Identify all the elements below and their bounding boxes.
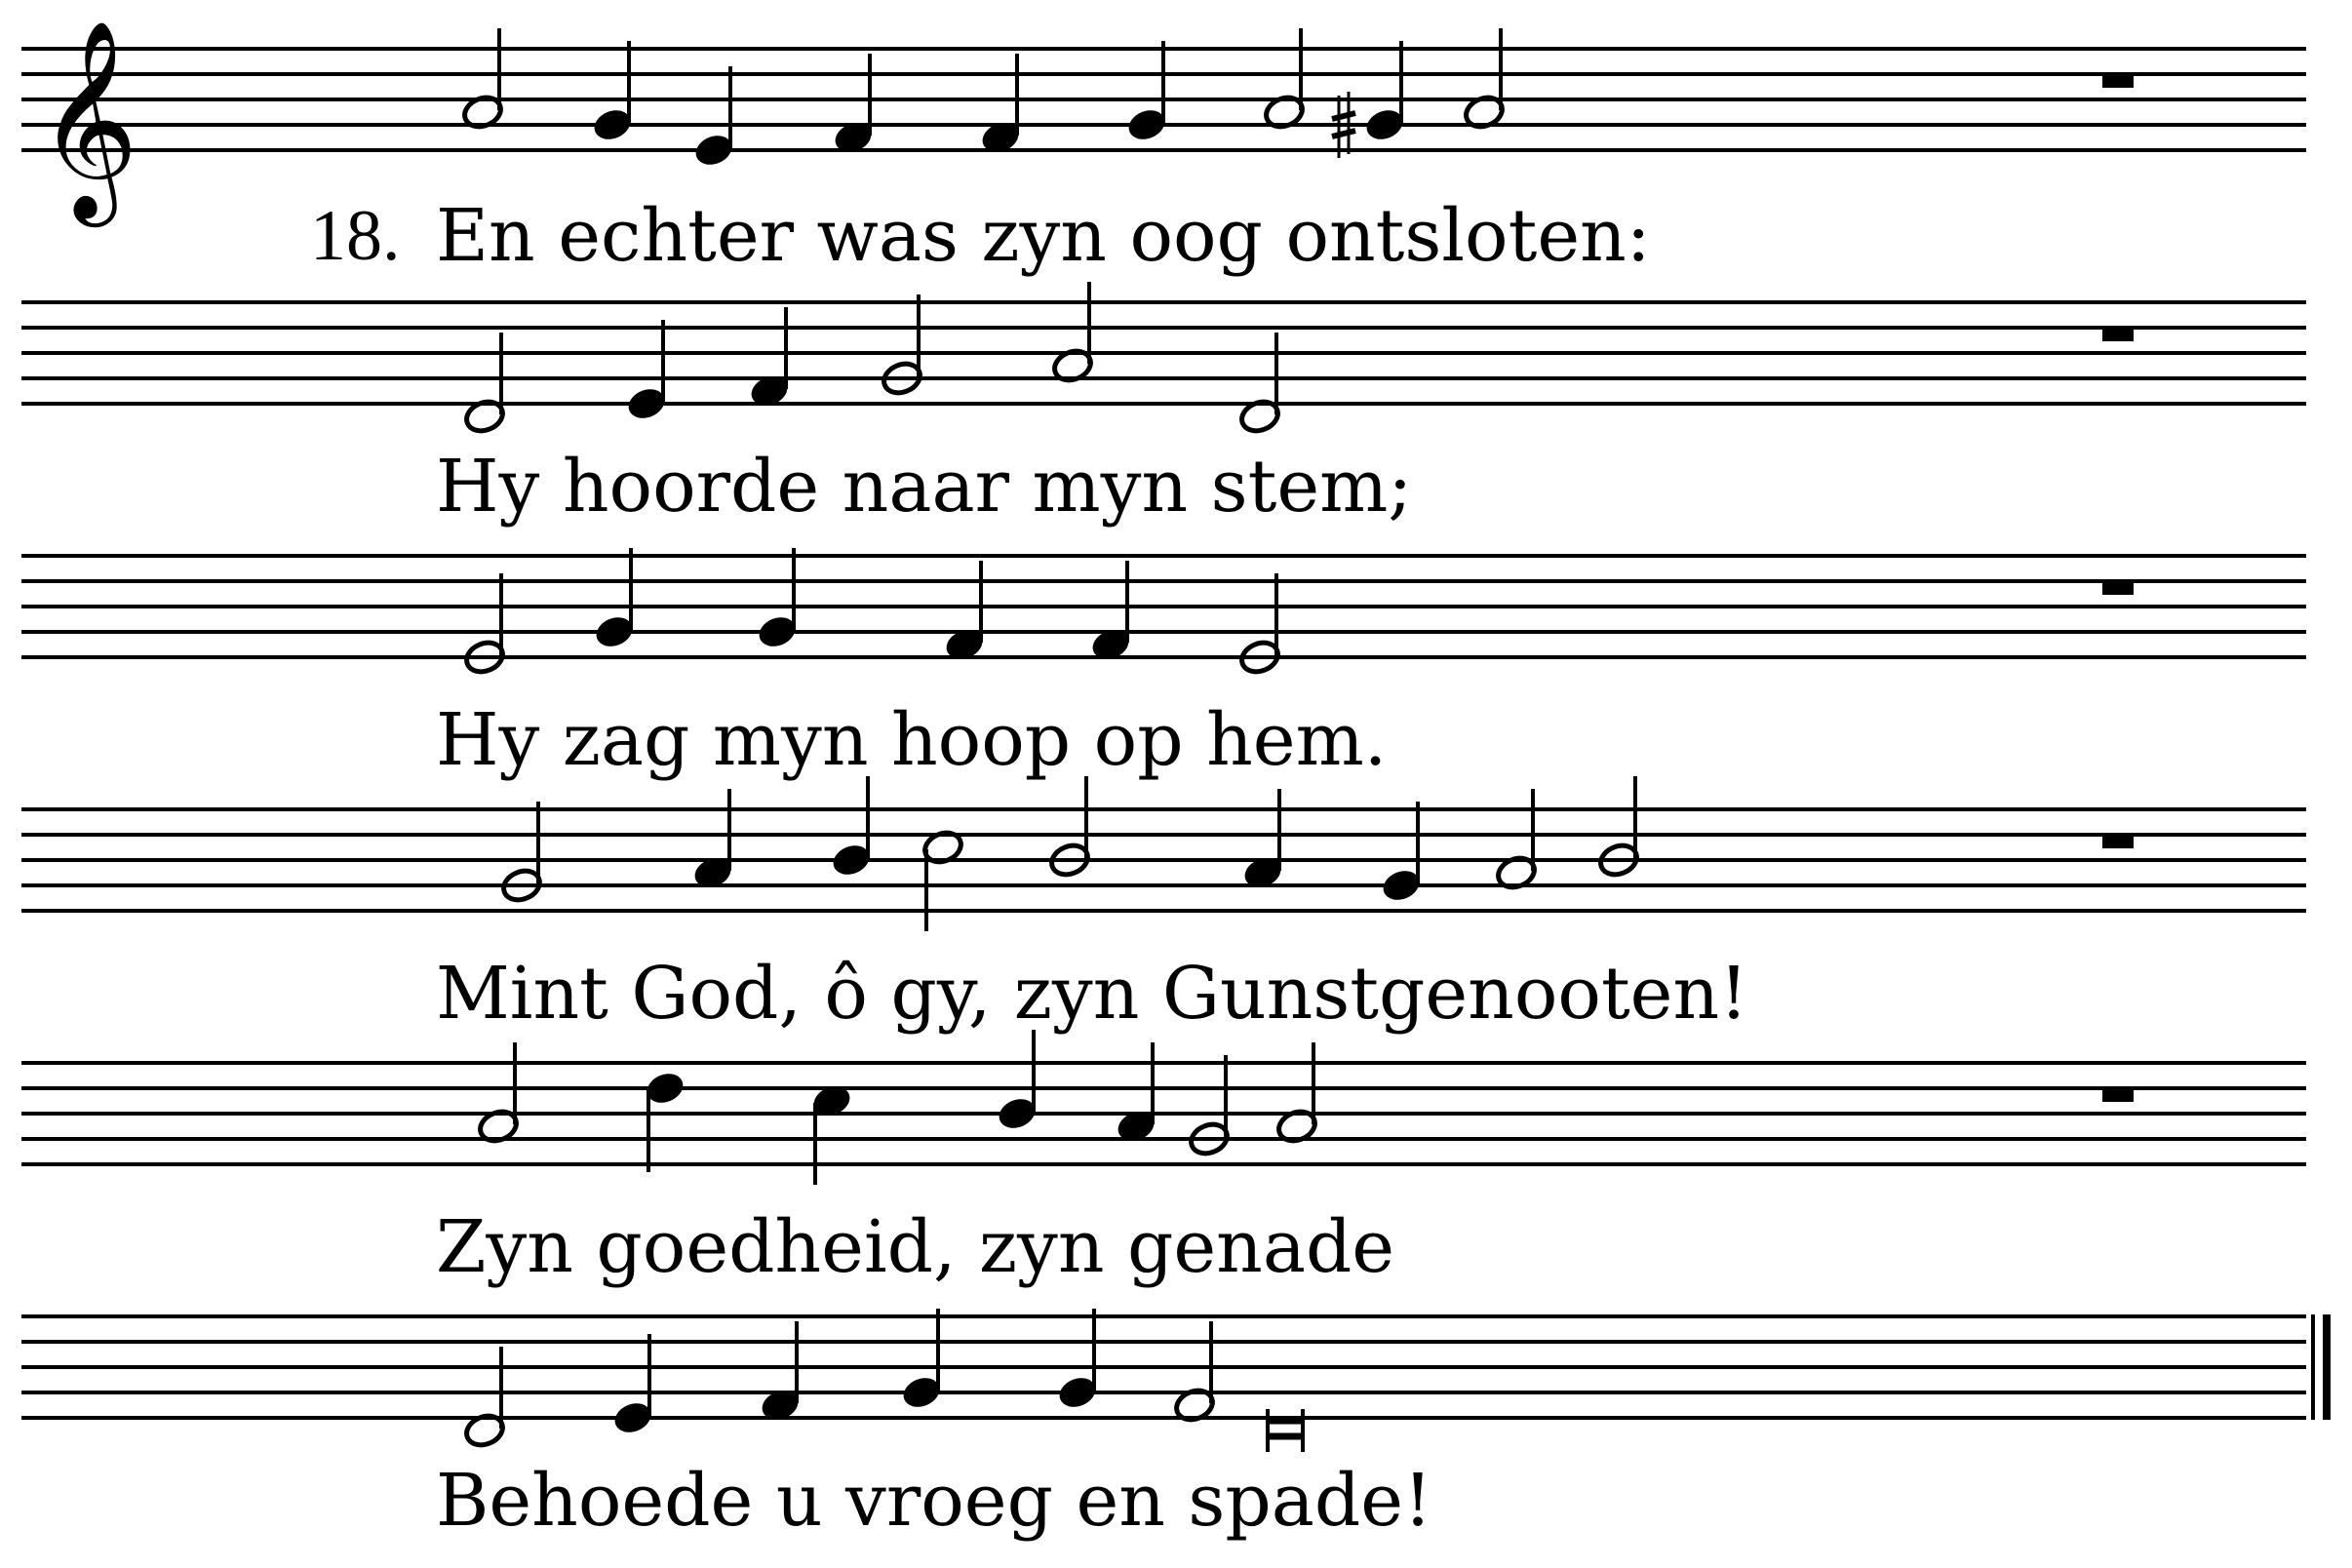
half-rest-icon xyxy=(2102,583,2134,595)
lyric-line-2: Hy hoorde naar myn stem; xyxy=(436,445,1413,529)
verse-number: 18. xyxy=(310,196,401,276)
lyric-line-6: Behoede u vroeg en spade! xyxy=(436,1459,1432,1543)
lyric-line-3: Hy zag myn hoop op hem. xyxy=(436,698,1388,782)
sharp-icon xyxy=(1332,131,1355,137)
sharp-icon xyxy=(1332,113,1355,119)
half-rest-icon xyxy=(2102,837,2134,848)
lyric-line-4: Mint God, ô gy, zyn Gunstgenooten! xyxy=(436,952,1748,1036)
half-rest-icon xyxy=(2102,330,2134,341)
half-rest-icon xyxy=(2102,76,2134,88)
half-rest-icon xyxy=(2102,1090,2134,1102)
treble-clef-icon: 𝄞 xyxy=(37,19,139,218)
lyric-line-1: En echter was zyn oog ontsloten: xyxy=(436,194,1651,278)
lyric-line-5: Zyn goedheid, zyn genade xyxy=(436,1205,1395,1289)
